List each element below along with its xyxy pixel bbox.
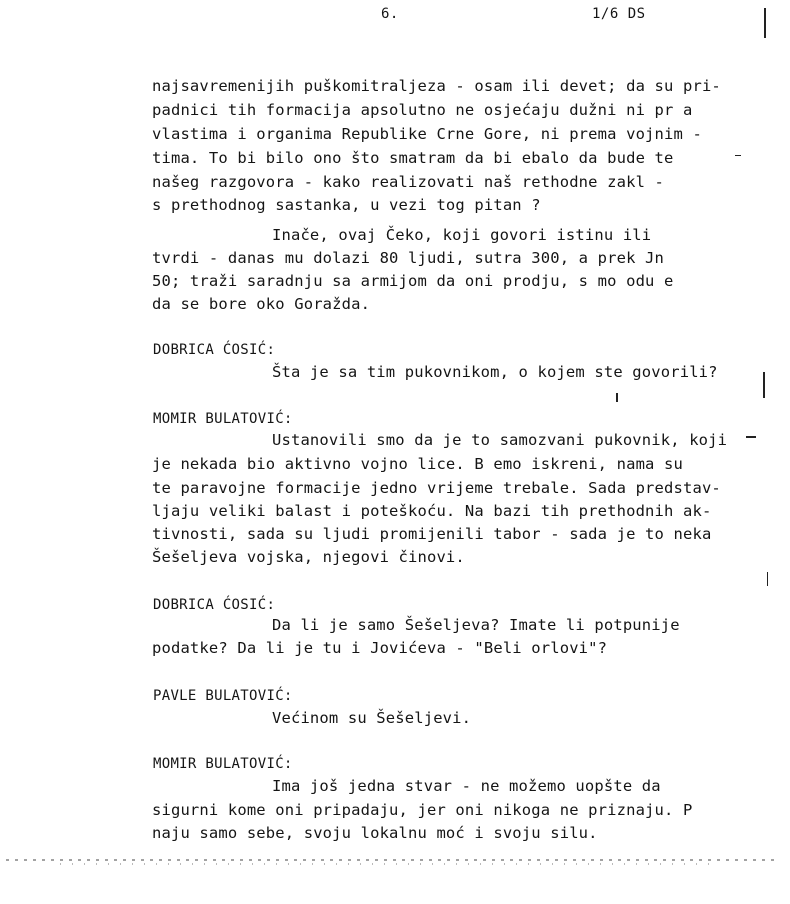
- scan-edge-mark: [767, 572, 768, 586]
- speech-line: Ima još jedna stvar - ne možemo uopšte da: [272, 777, 661, 795]
- speaker-name: DOBRICA ĆOSIĆ:: [153, 342, 276, 358]
- speech-line: ljaju veliki balast i poteškoću. Na bazi tih prethodnih ak-: [152, 502, 712, 520]
- speech-line: podatke? Da li je tu i Jovićeva - "Beli orlovi"?: [152, 639, 608, 657]
- speech-line: naju samo sebe, svoju lokalnu moć i svoju silu.: [152, 824, 598, 842]
- speech-line: tivnosti, sada su ljudi promijenili tabor - sada je to neka: [152, 525, 712, 543]
- paragraph-line: najsavremenijih puškomitraljeza - osam ili devet; da su pri-: [152, 77, 721, 95]
- paragraph-line: s prethodnog sastanka, u vezi tog pitan ?: [152, 196, 541, 214]
- scan-noise-line: [0, 850, 790, 870]
- speech-line: te paravojne formacije jedno vrijeme trebale. Sada predstav-: [152, 479, 721, 497]
- paragraph-line: Inače, ovaj Čeko, koji govori istinu ili: [272, 226, 652, 244]
- scan-edge-mark: [764, 8, 766, 38]
- paragraph-line: tvrdi - danas mu dolazi 80 ljudi, sutra 300, a prek Jn: [152, 249, 665, 267]
- paragraph-line: tima. To bi bilo ono što smatram da bi ebalo da bude te: [152, 149, 674, 167]
- speech-line: sigurni kome oni pripadaju, jer oni nikoga ne priznaju. P: [152, 801, 693, 819]
- speaker-name: MOMIR BULATOVIĆ:: [153, 411, 293, 427]
- speech-line: Većinom su Šešeljevi.: [272, 709, 472, 727]
- speaker-name: PAVLE BULATOVIĆ:: [153, 688, 293, 704]
- scan-edge-mark: [763, 372, 765, 398]
- scan-speck: [746, 436, 756, 438]
- scan-speck: [735, 155, 741, 156]
- scan-speck: [616, 393, 618, 402]
- speech-line: Da li je samo Šešeljeva? Imate li potpunije: [272, 616, 680, 634]
- page-number: 6.: [381, 6, 399, 22]
- document-reference: 1/6 DS: [592, 6, 646, 22]
- paragraph-line: vlastima i organima Republike Crne Gore, ni prema vojnim -: [152, 125, 702, 143]
- speech-line: Ustanovili smo da je to samozvani pukovnik, koji: [272, 431, 728, 449]
- paragraph-line: 50; traži saradnju sa armijom da oni prodju, s mo odu e: [152, 272, 674, 290]
- speech-line: Šta je sa tim pukovnikom, o kojem ste govorili?: [272, 363, 718, 381]
- paragraph-line: našeg razgovora - kako realizovati naš rethodne zakl -: [152, 173, 665, 191]
- speech-line: Šešeljeva vojska, njegovi činovi.: [152, 548, 465, 566]
- speaker-name: DOBRICA ĆOSIĆ:: [153, 597, 276, 613]
- speaker-name: MOMIR BULATOVIĆ:: [153, 756, 293, 772]
- speech-line: je nekada bio aktivno vojno lice. B emo iskreni, nama su: [152, 455, 683, 473]
- paragraph-line: da se bore oko Goražda.: [152, 295, 371, 313]
- paragraph-line: padnici tih formacija apsolutno ne osjećaju dužni ni pr a: [152, 101, 693, 119]
